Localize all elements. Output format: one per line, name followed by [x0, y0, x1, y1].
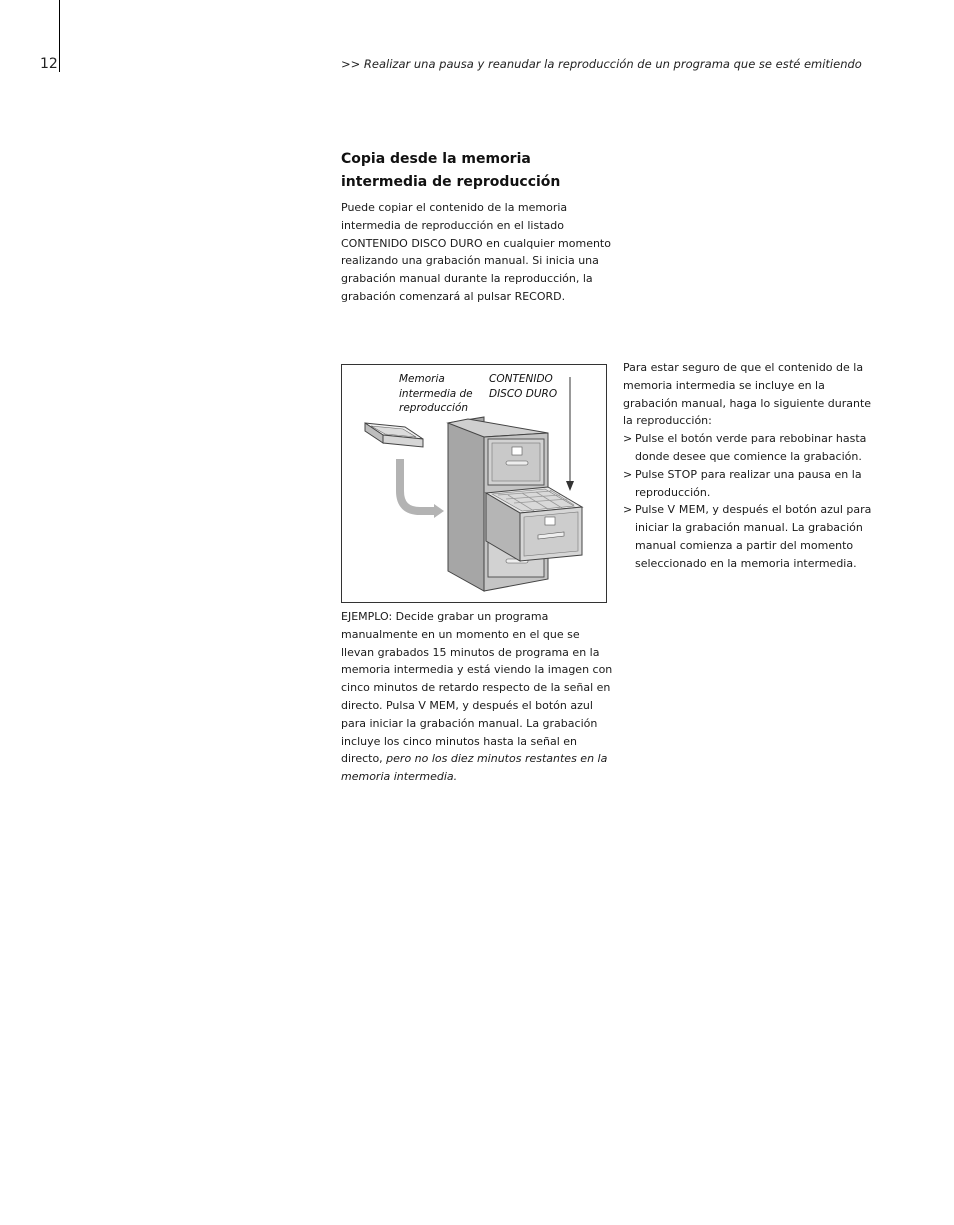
step-item: [623, 430, 879, 466]
step-text: Pulse el botón verde para rebobinar hasta donde desee que comience la grabación.: [635, 432, 867, 463]
filing-cabinet-illustration: [341, 364, 607, 603]
page-number: 12: [40, 56, 58, 72]
instructions: [623, 359, 879, 573]
instructions-intro: Para estar seguro de que el contenido de la memoria intermedia se incluye en la grabación manual, haga lo siguiente durante la reproducción:: [623, 361, 872, 428]
step-text: Pulse: [635, 503, 668, 517]
step-item: [623, 466, 879, 502]
step-item: [623, 501, 879, 572]
section-title: Copia desde la memoria intermedia de reproducción: [341, 151, 561, 190]
steps-list: [623, 430, 879, 572]
step-text: para realizar una pausa en la reproducción.: [635, 467, 862, 499]
example-text: EJEMPLO: Decide grabar un programa manualmente en un momento en el que se llevan grabados 15 minutos de programa en la memoria intermedia y está viendo la imagen con cinco minutos de retardo respecto de la señal en directo. Pulsa V MEM, y después el botón azul para iniciar la grabación manual. La grabación incluye los cinco minutos hasta la señal en directo,: [341, 610, 613, 766]
step-text: , y después el botón azul para iniciar la grabación manual. La grabación manual comienza a partir del momento seleccionado en la memoria intermedia.: [635, 503, 872, 570]
step-marker: >: [623, 503, 633, 517]
key-stop: STOP: [667, 467, 698, 481]
cabinet-icon: [448, 417, 582, 591]
example-paragraph: [341, 608, 613, 786]
intro-paragraph: Puede copiar el contenido de la memoria intermedia de reproducción en el listado CONTENIDO DISCO DURO en cualquier momento realizando una grabación manual. Si inicia una grabación manual durante la reproducción, la grabación comenzará al pulsar RECORD.: [341, 201, 611, 303]
key-vmem: V MEM: [667, 503, 706, 517]
margin-rule: [59, 0, 60, 72]
running-header: >> Realizar una pausa y reanudar la reproducción de un programa que se esté emitiendo: [341, 57, 862, 71]
label-buffer-memory: Memoria intermedia de reproducción: [399, 373, 473, 414]
step-text: Pulse: [635, 467, 668, 481]
label-hdd-contents: CONTENIDO DISCO DURO: [489, 373, 558, 400]
step-marker: >: [623, 432, 633, 446]
curved-arrow-icon: [400, 459, 444, 518]
tray-icon: [365, 423, 423, 447]
step-marker: >: [623, 467, 633, 481]
example-text-italic: pero no los diez minutos restantes en la memoria intermedia.: [341, 752, 608, 784]
